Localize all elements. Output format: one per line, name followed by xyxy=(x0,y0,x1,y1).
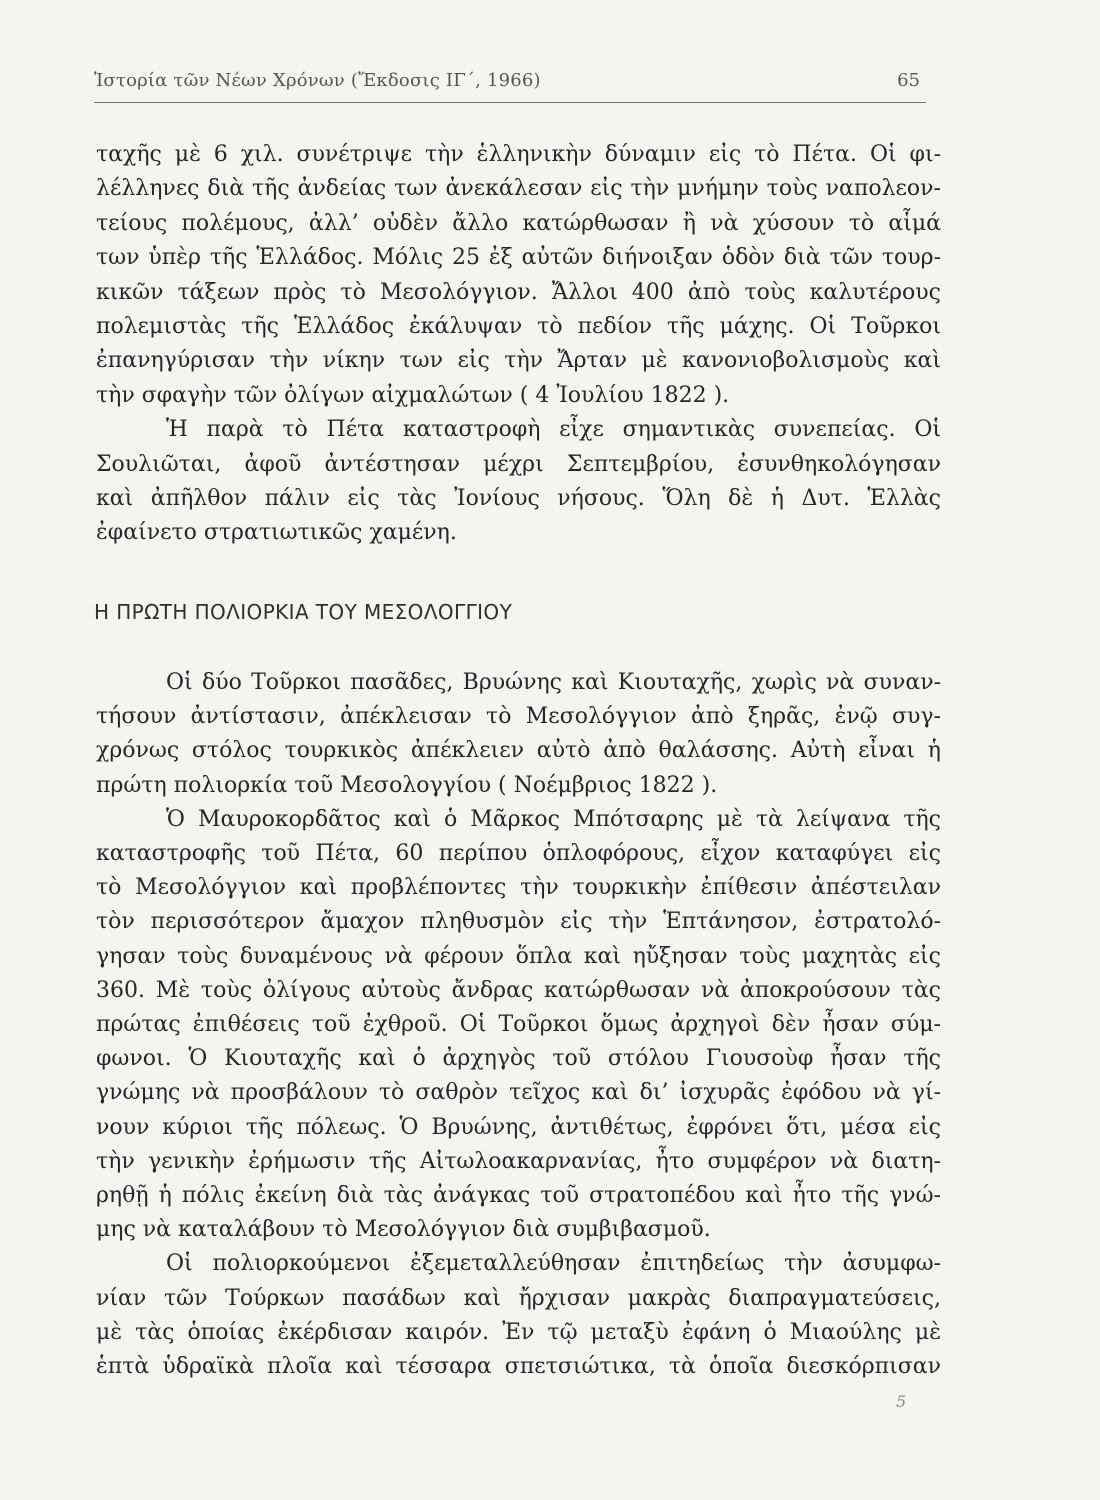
paragraph xyxy=(96,803,941,1248)
text-line: μὲ τὰς ὁποίας ἐκέρδισαν καιρόν. Ἐν τῷ μεταξὺ ἐφάνη ὁ Μιαούλης μὲ xyxy=(96,1319,941,1345)
text-line: φωνοι. Ὁ Κιουταχῆς καὶ ὁ ἀρχηγὸς τοῦ στόλου Γιουσοὺφ ἦσαν τῆς xyxy=(96,1046,941,1072)
text-line: τὴν γενικὴν ἐρήμωσιν τῆς Αἰτωλοακαρνανίας, ἦτο συμφέρον νὰ διατη- xyxy=(96,1148,941,1174)
text-line: πολεμιστὰς τῆς Ἑλλάδος ἐκάλυψαν τὸ πεδίον τῆς μάχης. Οἱ Τοῦρκοι xyxy=(96,314,941,340)
paragraph xyxy=(96,1247,941,1384)
text-line: ρηθῇ ἡ πόλις ἐκείνη διὰ τὰς ἀνάγκας τοῦ στρατοπέδου καὶ ἦτο τῆς γνώ- xyxy=(96,1183,941,1209)
paragraph xyxy=(96,413,941,551)
text-line: Οἱ δύο Τοῦρκοι πασᾶδες, Βρυώνης καὶ Κιουταχῆς, χωρὶς νὰ συναν- xyxy=(166,670,941,695)
text-line: Οἱ πολιορκούμενοι ἐξεμεταλλεύθησαν ἐπιτηδείως τὴν ἀσυμφω- xyxy=(166,1251,941,1277)
text-line: νουν κύριοι τῆς πόλεως. Ὁ Βρυώνης, ἀντιθέτως, ἐφρόνει ὅτι, μέσα εἰς xyxy=(96,1114,941,1140)
text-line: Ἡ παρὰ τὸ Πέτα καταστροφὴ εἶχε σημαντικὰς συνεπείας. Οἱ xyxy=(166,417,941,443)
text-line: των ὑπὲρ τῆς Ἑλλάδος. Μόλις 25 ἐξ αὐτῶν διήνοιξαν ὁδὸν διὰ τῶν τουρ- xyxy=(96,245,941,271)
page-number: 65 xyxy=(897,70,920,91)
text-line: τὴν σφαγὴν τῶν ὀλίγων αἰχμαλώτων ( 4 Ἰουλίου 1822 ). xyxy=(96,382,730,408)
text-line: πρώτας ἐπιθέσεις τοῦ ἐχθροῦ. Οἱ Τοῦρκοι ὅμως ἀρχηγοὶ δὲν ἦσαν σύμ- xyxy=(96,1012,941,1038)
paragraph xyxy=(96,138,941,413)
text-line: ταχῆς μὲ 6 χιλ. συνέτριψε τὴν ἑλληνικὴν δύναμιν εἰς τὸ Πέτα. Οἱ φι- xyxy=(96,142,941,167)
signature-mark: 5 xyxy=(896,1392,907,1411)
text-line: καὶ ἀπῆλθον πάλιν εἰς τὰς Ἰονίους νήσους. Ὅλη δὲ ἡ Δυτ. Ἑλλὰς xyxy=(96,486,941,512)
text-line: πρώτη πολιορκία τοῦ Μεσολογγίου ( Νοέμβριος 1822 ). xyxy=(96,772,718,798)
text-line: τείους πολέμους, ἀλλ’ οὐδὲν ἄλλο κατώρθωσαν ἢ νὰ χύσουν τὸ αἷμά xyxy=(96,210,941,236)
running-head xyxy=(94,70,924,100)
text-line: τήσουν ἀντίστασιν, ἀπέκλεισαν τὸ Μεσολόγγιον ἀπὸ ξηρᾶς, ἐνῷ συγ- xyxy=(96,704,941,730)
body-text-bottom xyxy=(96,666,941,1384)
text-line: νίαν τῶν Τούρκων πασάδων καὶ ἤρχισαν μακρὰς διαπραγματεύσεις, xyxy=(96,1285,941,1311)
text-line: γησαν τοὺς δυναμένους νὰ φέρουν ὅπλα καὶ ηὔξησαν τοὺς μαχητὰς εἰς xyxy=(96,943,941,969)
text-line: καταστροφῆς τοῦ Πέτα, 60 περίπου ὁπλοφόρους, εἶχον καταφύγει εἰς xyxy=(96,841,941,867)
section-heading: Η ΠΡΩΤΗ ΠΟΛΙΟΡΚΙΑ ΤΟΥ ΜΕΣΟΛΟΓΓΙΟΥ xyxy=(94,600,513,624)
text-line: ἐπανηγύρισαν τὴν νίκην των εἰς τὴν Ἄρταν μὲ κανονιοβολισμοὺς καὶ xyxy=(96,348,941,374)
paragraph xyxy=(96,666,941,803)
text-line: λέλληνες διὰ τῆς ἀνδείας των ἀνεκάλεσαν εἰς τὴν μνήμην τοὺς ναπολεον- xyxy=(96,176,941,202)
text-line: τὸ Μεσολόγγιον καὶ προβλέποντες τὴν τουρκικὴν ἐπίθεσιν ἀπέστειλαν xyxy=(96,875,941,901)
body-text-top xyxy=(96,138,941,551)
running-title: Ἱστορία τῶν Νέων Χρόνων (Ἔκδοσις ΙΓ΄, 1966) xyxy=(94,70,541,91)
text-line: κικῶν τάξεων πρὸς τὸ Μεσολόγγιον. Ἄλλοι 400 ἀπὸ τοὺς καλυτέρους xyxy=(96,279,941,305)
text-line: γνώμης νὰ προσβάλουν τὸ σαθρὸν τεῖχος καὶ δι’ ἰσχυρᾶς ἐφόδου νὰ γί- xyxy=(96,1080,941,1106)
text-line: Σουλιῶται, ἀφοῦ ἀντέστησαν μέχρι Σεπτεμβρίου, ἐσυνθηκολόγησαν xyxy=(96,451,941,477)
text-line: τὸν περισσότερον ἄμαχον πληθυσμὸν εἰς τὴν Ἑπτάνησον, ἐστρατολό- xyxy=(96,909,941,935)
text-line: Ὁ Μαυροκορδᾶτος καὶ ὁ Μᾶρκος Μπότσαρης μὲ τὰ λείψανα τῆς xyxy=(166,806,941,832)
text-line: μης νὰ καταλάβουν τὸ Μεσολόγγιον διὰ συμβιβασμοῦ. xyxy=(96,1217,711,1243)
header-rule xyxy=(94,102,926,103)
text-line: ἐφαίνετο στρατιωτικῶς χαμένη. xyxy=(96,520,457,546)
text-line: 360. Μὲ τοὺς ὀλίγους αὐτοὺς ἄνδρας κατώρθωσαν νὰ ἀποκρούσουν τὰς xyxy=(96,977,941,1003)
text-line: χρόνως στόλος τουρκικὸς ἀπέκλειεν αὐτὸ ἀπὸ θαλάσσης. Αὐτὴ εἶναι ἡ xyxy=(96,738,941,764)
text-line: ἑπτὰ ὑδραϊκὰ πλοῖα καὶ τέσσαρα σπετσιώτικα, τὰ ὁποῖα διεσκόρπισαν xyxy=(96,1354,941,1380)
